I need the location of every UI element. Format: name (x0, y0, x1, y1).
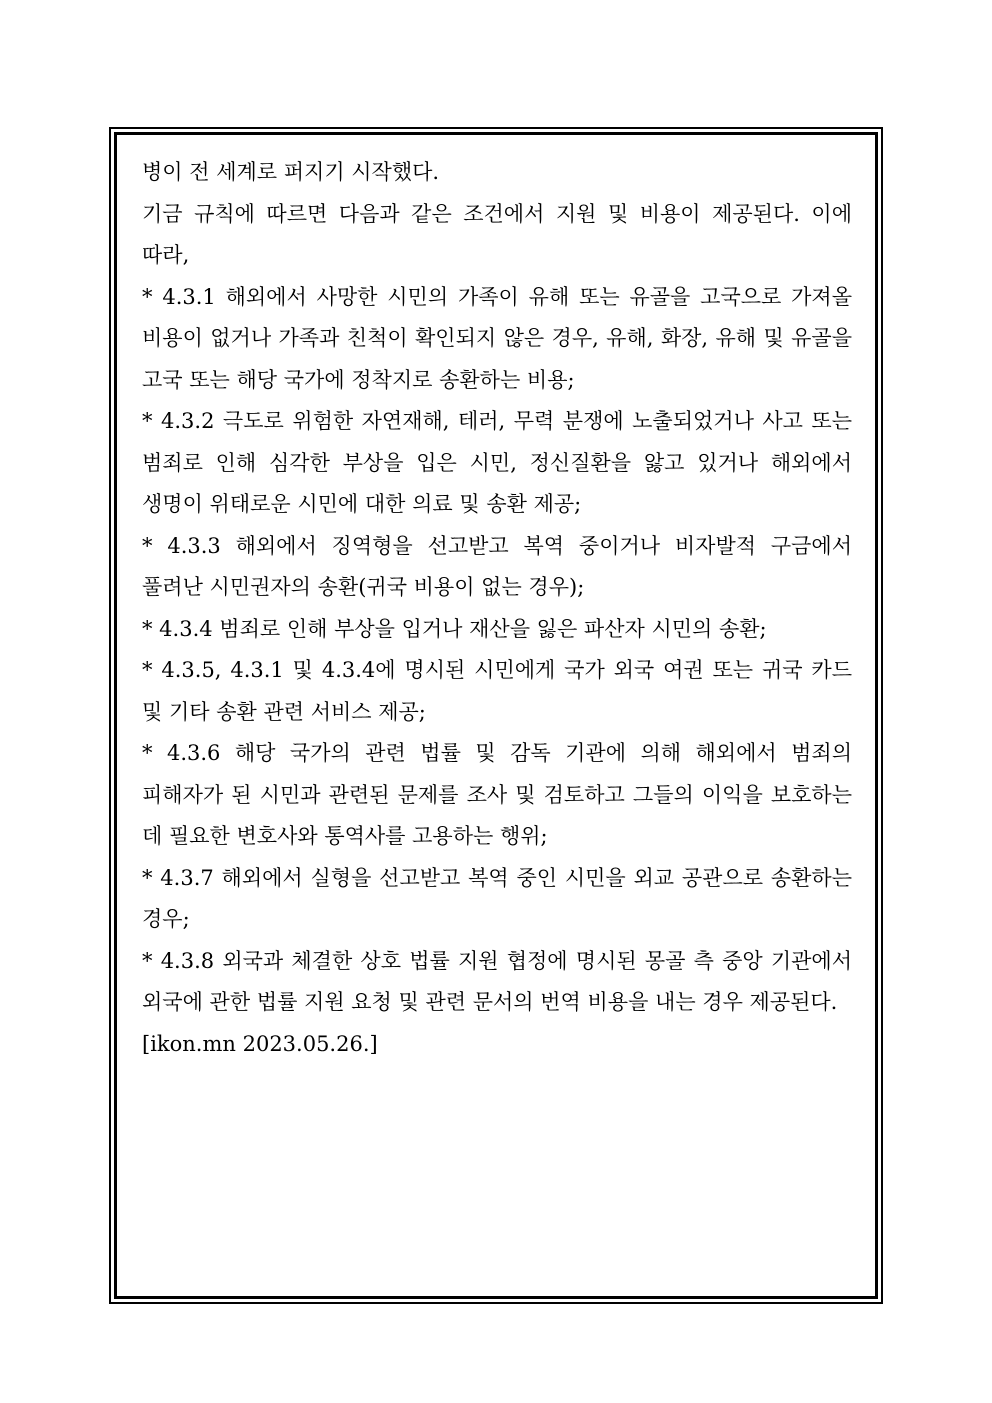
list-item-4-3-3: * 4.3.3 해외에서 징역형을 선고받고 복역 중이거나 비자발적 구금에서 풀려난 시민권자의 송환(귀국 비용이 없는 경우); (142, 533, 852, 599)
list-item-4-3-2: * 4.3.2 극도로 위험한 자연재해, 테러, 무력 분쟁에 노출되었거나 사고 또는 범죄로 인해 심각한 부상을 입은 시민, 정신질환을 앓고 있거나 해외에서 생명이 위태로운 시민에 대한 의료 및 송환 제공; (142, 409, 852, 516)
list-item-4-3-6: * 4.3.6 해당 국가의 관련 법률 및 감독 기관에 의해 해외에서 범죄의 피해자가 된 시민과 관련된 문제를 조사 및 검토하고 그들의 이익을 보호하는 데 필요한 변호사와 통역사를 고용하는 행위; (142, 741, 852, 848)
source-citation: [ikon.mn 2023.05.26.] (142, 1031, 378, 1056)
list-item-4-3-4: * 4.3.4 범죄로 인해 부상을 입거나 재산을 잃은 파산자 시민의 송환; (142, 616, 767, 641)
list-item-4-3-8: * 4.3.8 외국과 체결한 상호 법률 지원 협정에 명시된 몽골 측 중앙 기관에서 외국에 관한 법률 지원 요청 및 관련 문서의 번역 비용을 내는 경우 제공된다. (142, 948, 852, 1014)
paragraph-intro-continuation: 병이 전 세계로 퍼지기 시작했다. (142, 160, 440, 184)
list-item-4-3-5: * 4.3.5, 4.3.1 및 4.3.4에 명시된 시민에게 국가 외국 여권 또는 귀국 카드 및 기타 송환 관련 서비스 제공; (142, 658, 852, 724)
paragraph-fund-rules: 기금 규칙에 따르면 다음과 같은 조건에서 지원 및 비용이 제공된다. 이에 따라, (142, 201, 852, 267)
list-item-4-3-1: * 4.3.1 해외에서 사망한 시민의 가족이 유해 또는 유골을 고국으로 가져올 비용이 없거나 가족과 친척이 확인되지 않은 경우, 유해, 화장, 유해 및 유골을 고국 또는 해당 국가에 정착지로 송환하는 비용; (142, 284, 852, 392)
list-item-4-3-7: * 4.3.7 해외에서 실형을 선고받고 복역 중인 시민을 외교 공관으로 송환하는 경우; (142, 865, 852, 931)
document-body (142, 152, 852, 1065)
